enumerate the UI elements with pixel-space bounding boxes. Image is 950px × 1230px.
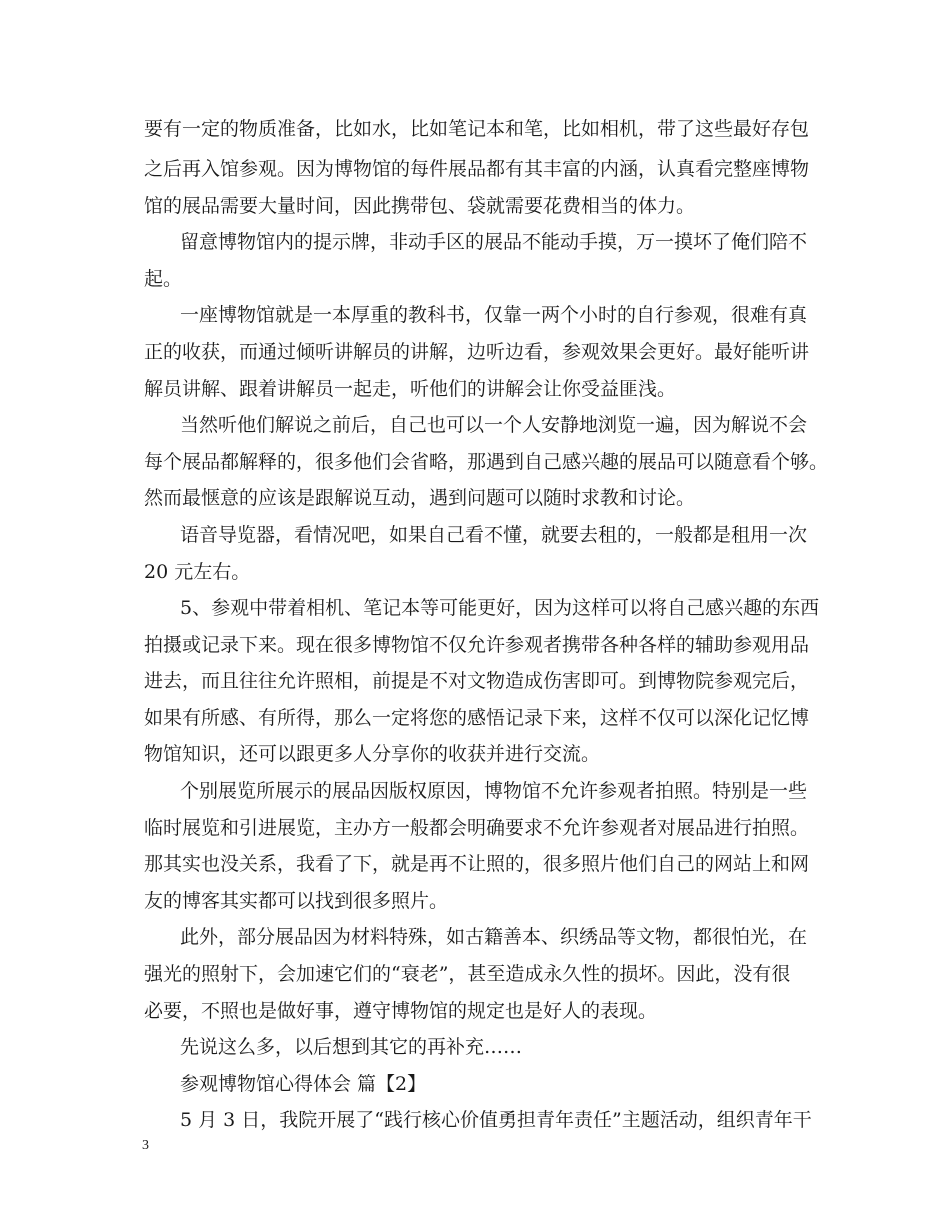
text-line: 物馆知识，还可以跟更多人分享你的收获并进行交流。 [144,743,601,765]
text-line: 先说这么多，以后想到其它的再补充…… [180,1036,523,1058]
page-number: 3 [142,1138,149,1153]
text-line: 然而最惬意的应该是跟解说互动，遇到问题可以随时求教和讨论。 [144,487,696,509]
text-line: 馆的展品需要大量时间，因此携带包、袋就需要花费相当的体力。 [144,195,696,217]
text-line: 20 元左右。 [144,561,251,583]
text-line: 进去，而且往往允许照相，前提是不对文物造成伤害即可。到博物院参观完后， [144,670,810,692]
text-line: 必要，不照也是做好事，遵守博物馆的规定也是好人的表现。 [144,1000,658,1022]
text-line: 如果有所感、有所得，那么一定将您的感悟记录下来，这样不仅可以深化记忆博 [144,707,810,729]
text-line: 正的收获，而通过倾听讲解员的讲解，边听边看，参观效果会更好。最好能听讲 [144,341,810,363]
text-line: 一座博物馆就是一本厚重的教科书，仅靠一两个小时的自行参观，很难有真 [180,304,808,326]
text-line: 拍摄或记录下来。现在很多博物馆不仅允许参观者携带各种各样的辅助参观用品 [144,634,810,656]
text-line: 5、参观中带着相机、笔记本等可能更好，因为这样可以将自己感兴趣的东西 [180,597,820,619]
text-line: 每个展品都解释的，很多他们会省略，那遇到自己感兴趣的展品可以随意看个够。 [144,451,829,473]
text-line: 之后再入馆参观。因为博物馆的每件展品都有其丰富的内涵，认真看完整座博物 [144,158,810,180]
text-line: 临时展览和引进展览，主办方一般都会明确要求不允许参观者对展品进行拍照。 [144,817,810,839]
text-line: 个别展览所展示的展品因版权原因，博物馆不允许参观者拍照。特别是一些 [180,780,808,802]
section-heading: 参观博物馆心得体会 篇【2】 [180,1073,427,1095]
text-line: 留意博物馆内的提示牌，非动手区的展品不能动手摸，万一摸坏了俺们陪不 [180,231,808,253]
text-line: 要有一定的物质准备，比如水，比如笔记本和笔，比如相机，带了这些最好存包 [144,118,810,140]
text-line: 强光的照射下，会加速它们的“衰老”，甚至造成永久性的损坏。因此，没有很 [144,963,791,985]
text-line: 那其实也没关系，我看了下，就是再不让照的，很多照片他们自己的网站上和网 [144,853,810,875]
text-line: 当然听他们解说之前后，自己也可以一个人安静地浏览一遍，因为解说不会 [180,414,808,436]
text-line: 语音导览器，看情况吧，如果自己看不懂，就要去租的，一般都是租用一次 [180,524,808,546]
text-line: 友的博客其实都可以找到很多照片。 [144,890,449,912]
text-line: 起。 [144,268,183,290]
text-line: 解员讲解、跟着讲解员一起走，听他们的讲解会让你受益匪浅。 [144,378,677,400]
text-line: 此外，部分展品因为材料特殊，如古籍善本、织绣品等文物，都很怕光，在 [180,926,808,948]
text-line: 5 月 3 日，我院开展了“践行核心价值勇担青年责任”主题活动，组织青年干 [180,1109,812,1131]
